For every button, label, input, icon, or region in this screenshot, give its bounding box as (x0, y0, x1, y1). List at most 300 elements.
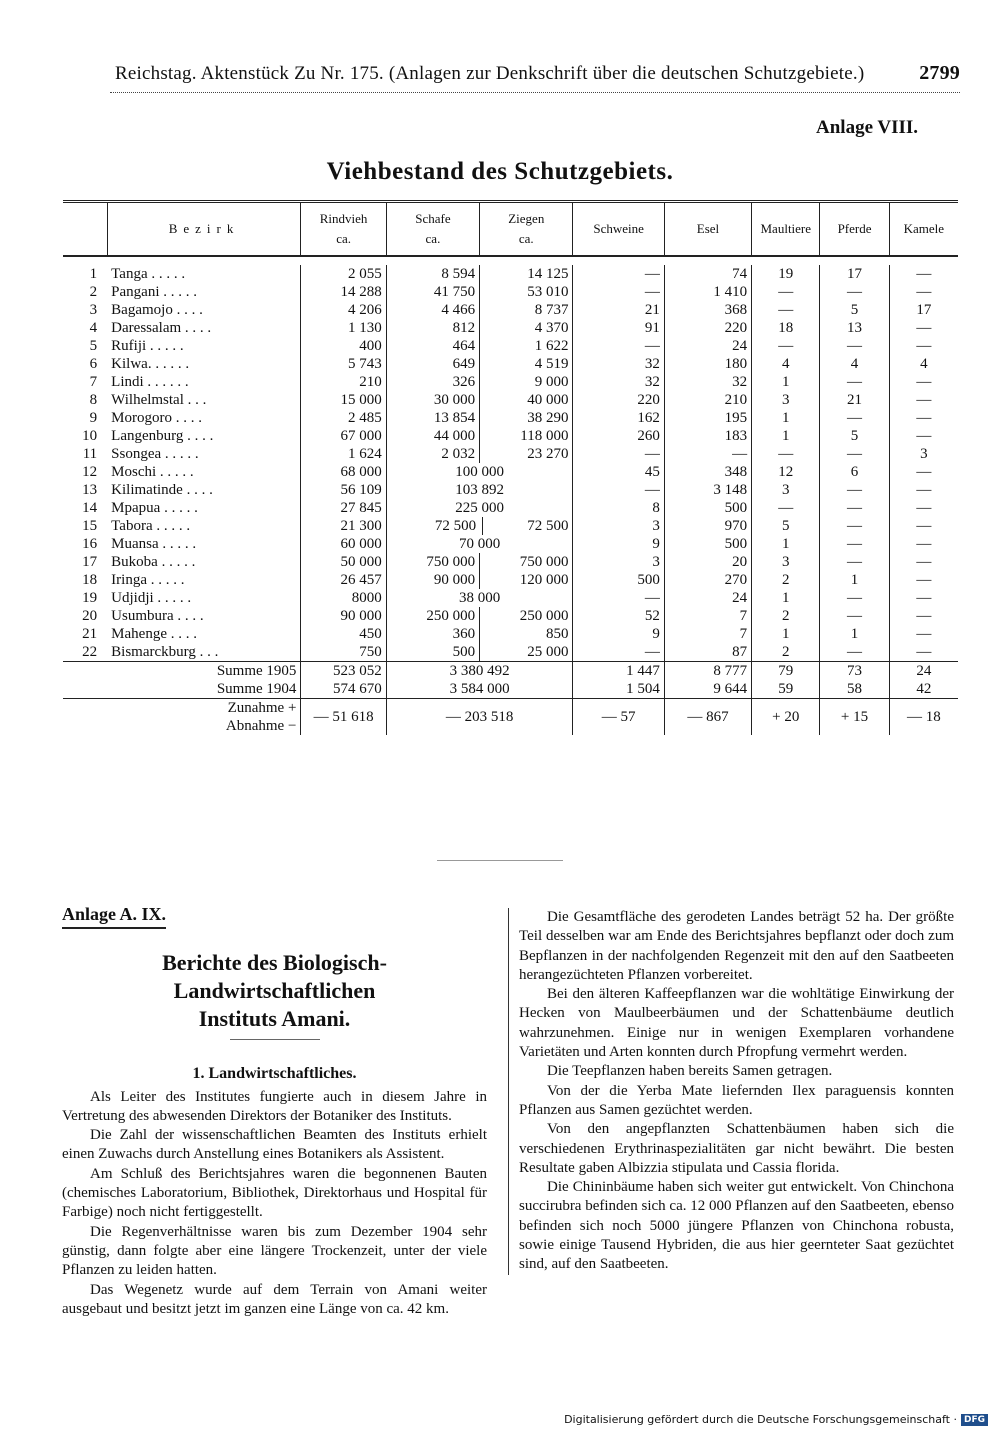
cell-bezirk: Morogoro . . . . (111, 410, 202, 426)
cell-schafe: 2 032 (386, 445, 479, 463)
cell-pferde: 1 (820, 625, 889, 643)
cell-maultiere: 1 (752, 373, 820, 391)
cell-rindvieh: 1 624 (301, 445, 386, 463)
cell-bezirk: Bismarckburg . . . (111, 644, 219, 660)
cell-esel: 970 (664, 517, 751, 535)
cell-esel: 210 (664, 391, 751, 409)
cell-maultiere: 3 (752, 553, 820, 571)
cell-schafe: 326 (386, 373, 479, 391)
cell-pferde: + 15 (820, 699, 889, 736)
cell-schafe: 30 000 (386, 391, 479, 409)
cell-schweine: 21 (573, 301, 664, 319)
difference-row (63, 699, 958, 736)
cell-no: 1 (89, 266, 98, 282)
table-row (63, 589, 958, 607)
cell-maultiere: 2 (752, 643, 820, 662)
table-row (63, 283, 958, 301)
cell-pferde: 1 (820, 571, 889, 589)
paragraph: Von den angepflanzten Schattenbäumen haben sich die verschiedenen Erythrinaspezialitäten gar nicht bewährt. Die besten Resultate gaben Albizzia stipulata und Cassia florida. (519, 1121, 954, 1176)
cell-maultiere: 18 (752, 319, 820, 337)
cell-pferde: — (820, 553, 889, 571)
cell-kamele: — (889, 625, 958, 643)
cell-schweine: 32 (573, 355, 664, 373)
cell-kamele: — (889, 517, 958, 535)
cell-maultiere: 59 (752, 680, 820, 699)
cell-kamele: — (889, 553, 958, 571)
cell-schafe-ziegen: 100 000 (386, 463, 573, 481)
cell-no: 6 (89, 356, 98, 372)
cell-no (63, 699, 107, 736)
table-row (63, 571, 958, 589)
running-title: Reichstag. Aktenstück Zu Nr. 175. (Anlagen zur Denkschrift über die deutschen Schutzgebiete.) (115, 63, 865, 84)
cell-no: 8 (89, 392, 98, 408)
cell-rindvieh: 67 000 (301, 427, 386, 445)
cell-schweine: 8 (573, 499, 664, 517)
cell-no: 10 (82, 428, 98, 444)
table-row (63, 337, 958, 355)
sum-label: Summe 1904 (216, 681, 297, 697)
cell-rindvieh: 15 000 (301, 391, 386, 409)
cell-kamele: — (889, 373, 958, 391)
table-row (63, 265, 958, 283)
cell-rindvieh: 27 845 (301, 499, 386, 517)
cell-esel: 8 777 (664, 662, 751, 681)
cell-ziegen: 40 000 (480, 391, 573, 409)
cell-rindvieh: — 51 618 (301, 699, 386, 736)
paragraph: Die Teepflanzen haben bereits Samen getragen. (547, 1063, 833, 1080)
cell-esel: 270 (664, 571, 751, 589)
table-title: Viehbestand des Schutzgebiets. (326, 158, 674, 185)
cell-kamele: — (889, 499, 958, 517)
cell-ziegen: 8 737 (480, 301, 573, 319)
cell-schafe: 90 000 (386, 571, 479, 589)
cell-schafe: 8 594 (386, 265, 479, 283)
cell-rindvieh: 5 743 (301, 355, 386, 373)
col-esel-header: Esel (664, 202, 751, 257)
page-number: 2799 (919, 62, 960, 84)
cell-bezirk: Lindi . . . . . . (111, 374, 189, 390)
cell-esel: 1 410 (664, 283, 751, 301)
cell-kamele: — (889, 319, 958, 337)
cell-rindvieh: 21 300 (301, 517, 386, 535)
paragraph: Die Chininbäume haben sich weiter gut entwickelt. Von Chinchona succirubra befinden sich ca. 12 000 Pflanzen auf den Saatbeeten, ebenso befinden sich noch 5000 jüngere Pflanzen von Chinchona robusta, sowie einige Tausend Hybriden, die aus hier geernteter Saat gezüchtet sind, auf den Saatbeeten. (519, 1179, 954, 1273)
cell-schweine: 500 (573, 571, 664, 589)
cell-schafe: 41 750 (386, 283, 479, 301)
cell-bezirk: Moschi . . . . . (111, 464, 194, 480)
table-row (63, 517, 958, 535)
cell-schweine: — (573, 337, 664, 355)
cell-schweine: — (573, 481, 664, 499)
cell-kamele: — (889, 607, 958, 625)
cell-kamele: — (889, 391, 958, 409)
cell-pferde: 13 (820, 319, 889, 337)
paragraph: Am Schluß des Berichtsjahres waren die begonnenen Bauten (chemisches Laboratorium, Bibliothek, Direktorhaus und Hospital für Farbige) noch nicht fertiggestellt. (62, 1165, 487, 1221)
cell-schafe-ziegen: — 203 518 (386, 699, 573, 736)
cell-esel: 74 (664, 265, 751, 283)
cell-rindvieh: 14 288 (301, 283, 386, 301)
table-row (63, 373, 958, 391)
cell-kamele: — (889, 463, 958, 481)
cell-kamele: — (889, 409, 958, 427)
cell-maultiere: 2 (752, 571, 820, 589)
cell-bezirk: Mahenge . . . . (111, 626, 197, 642)
cell-maultiere: 12 (752, 463, 820, 481)
cell-esel: 9 644 (664, 680, 751, 699)
cell-ziegen: 53 010 (480, 283, 573, 301)
paragraph: Die Regenverhältnisse waren bis zum Dezember 1904 sehr günstig, dann folgte aber eine längere Trockenzeit, unter der viele Pflanzen zu leiden hatten. (62, 1223, 487, 1279)
cell-esel: 24 (664, 589, 751, 607)
difference-label: Zunahme + Abnahme − (107, 699, 301, 736)
report-title: Berichte des Biologisch-Landwirtschaftlichen Instituts Amani. (62, 949, 487, 1040)
cell-rindvieh: 90 000 (301, 607, 386, 625)
cell-pferde: 5 (820, 427, 889, 445)
cell-rindvieh: 2 055 (301, 265, 386, 283)
cell-schafe: 464 (386, 337, 479, 355)
cell-bezirk: Bagamojo . . . . (111, 302, 203, 318)
cell-esel: 3 148 (664, 481, 751, 499)
cell-bezirk: Pangani . . . . . (111, 284, 197, 300)
cell-rindvieh: 26 457 (301, 571, 386, 589)
cell-no: 11 (82, 446, 98, 462)
cell-esel: 183 (664, 427, 751, 445)
cell-no: 12 (82, 464, 98, 480)
cell-ziegen: 25 000 (480, 643, 573, 662)
col-bezirk-header: Bezirk (107, 202, 301, 257)
cell-kamele: — (889, 481, 958, 499)
cell-rindvieh: 8000 (301, 589, 386, 607)
cell-maultiere: 3 (752, 391, 820, 409)
cell-schafe-ziegen: 3 584 000 (386, 680, 573, 699)
table-row (63, 481, 958, 499)
cell-rindvieh: 450 (301, 625, 386, 643)
cell-pferde: — (820, 643, 889, 662)
cell-rindvieh: 523 052 (301, 662, 386, 681)
cell-pferde: 58 (820, 680, 889, 699)
cell-kamele: — (889, 265, 958, 283)
cell-maultiere: 19 (752, 265, 820, 283)
cell-kamele: — 18 (889, 699, 958, 736)
cell-pferde: — (820, 481, 889, 499)
cell-maultiere: — (752, 499, 820, 517)
cell-ziegen: 850 (480, 625, 573, 643)
cell-maultiere: 79 (752, 662, 820, 681)
cell-pferde: — (820, 607, 889, 625)
cell-schweine: — (573, 265, 664, 283)
cell-bezirk: Tanga . . . . . (111, 266, 186, 282)
cell-schafe-ziegen: 3 380 492 (386, 662, 573, 681)
cell-no: 20 (82, 608, 98, 624)
cell-rindvieh: 4 206 (301, 301, 386, 319)
footer-text: Digitalisierung gefördert durch die Deutsche Forschungsgemeinschaft · (564, 1413, 957, 1426)
cell-schweine: 52 (573, 607, 664, 625)
table-row (63, 427, 958, 445)
table-row (63, 535, 958, 553)
table-row (63, 301, 958, 319)
cell-schweine: 91 (573, 319, 664, 337)
table-header-row (63, 202, 958, 257)
cell-pferde: 17 (820, 265, 889, 283)
cell-schafe: 360 (386, 625, 479, 643)
cell-maultiere: 4 (752, 355, 820, 373)
col-kamele-header: Kamele (889, 202, 958, 257)
cell-schweine: 45 (573, 463, 664, 481)
col-maultiere-header: Maultiere (752, 202, 820, 257)
table-row (63, 625, 958, 643)
paragraph: Als Leiter des Institutes fungierte auch in diesem Jahre in Vertretung des abwesenden Direktors der Botaniker des Instituts. (62, 1088, 487, 1124)
cell-bezirk: Tabora . . . . . (111, 518, 191, 534)
cell-no: 15 (82, 518, 98, 534)
cell-bezirk: Daressalam . . . . (111, 320, 212, 336)
cell-schafe: 13 854 (386, 409, 479, 427)
cell-schafe: 500 (386, 643, 479, 662)
paragraph: Von der die Yerba Mate liefernden Ilex paraguensis konnten Pflanzen aus Samen gezüchtet werden. (519, 1082, 954, 1118)
cell-kamele: — (889, 535, 958, 553)
cell-esel: 87 (664, 643, 751, 662)
cell-no: 16 (82, 536, 98, 552)
cell-maultiere: — (752, 283, 820, 301)
cell-schafe: 4 466 (386, 301, 479, 319)
cell-kamele: 4 (889, 355, 958, 373)
cell-rindvieh: 60 000 (301, 535, 386, 553)
cell-kamele: 17 (889, 301, 958, 319)
cell-ziegen: 14 125 (480, 265, 573, 283)
cell-kamele: 24 (889, 662, 958, 681)
cell-no: 9 (89, 410, 98, 426)
cell-maultiere: 3 (752, 481, 820, 499)
cell-bezirk: Udjidji . . . . . (111, 590, 192, 606)
cell-kamele: 3 (889, 445, 958, 463)
cell-schweine: — (573, 445, 664, 463)
cell-maultiere: — (752, 337, 820, 355)
cell-schafe: 649 (386, 355, 479, 373)
cell-esel: 195 (664, 409, 751, 427)
left-column (62, 905, 487, 1319)
cell-schafe: 750 000 (386, 553, 479, 571)
cell-no: 13 (82, 482, 98, 498)
cell-rindvieh: 750 (301, 643, 386, 662)
table-row (63, 553, 958, 571)
sum-row (63, 662, 958, 681)
cell-pferde: — (820, 373, 889, 391)
cell-ziegen: 1 622 (480, 337, 573, 355)
cell-bezirk: Usumbura . . . . (111, 608, 204, 624)
dfg-logo: DFG (961, 1414, 988, 1426)
cell-rindvieh: 210 (301, 373, 386, 391)
cell-schweine: 32 (573, 373, 664, 391)
cell-ziegen: 9 000 (480, 373, 573, 391)
cell-bezirk: Iringa . . . . . (111, 572, 185, 588)
cell-schweine: 162 (573, 409, 664, 427)
cell-schafe-ziegen: 103 892 (386, 481, 573, 499)
cell-maul: + 20 (752, 699, 820, 736)
cell-ziegen: 120 000 (480, 571, 573, 589)
cell-schafe: 812 (386, 319, 479, 337)
col-schweine-header: Schweine (573, 202, 664, 257)
table-row (63, 391, 958, 409)
cell-pferde: 73 (820, 662, 889, 681)
cell-esel: 500 (664, 535, 751, 553)
table-row (63, 499, 958, 517)
cell-bezirk: Mpapua . . . . . (111, 500, 198, 516)
cell-schafe: 44 000 (386, 427, 479, 445)
cell-pferde: — (820, 409, 889, 427)
col-schafe-header: Schafe ca. (386, 202, 479, 257)
cell-kamele: — (889, 427, 958, 445)
cell-schweine: 9 (573, 625, 664, 643)
table-row (63, 355, 958, 373)
cell-esel: 7 (664, 625, 751, 643)
annex-label: Anlage VIII. (816, 117, 919, 138)
cell-schafe-ziegen-split (386, 517, 573, 535)
col-pferde-header: Pferde (820, 202, 889, 257)
cell-kamele: — (889, 643, 958, 662)
cell-rindvieh: 56 109 (301, 481, 386, 499)
cell-schafe: 72 500 (391, 517, 483, 535)
cell-rindvieh: 50 000 (301, 553, 386, 571)
cell-schafe-ziegen: 70 000 (386, 535, 573, 553)
table-row (63, 445, 958, 463)
col-rindvieh-header: Rindvieh ca. (301, 202, 386, 257)
cell-pferde: 6 (820, 463, 889, 481)
cell-bezirk: Bukoba . . . . . (111, 554, 196, 570)
cell-maultiere: 1 (752, 625, 820, 643)
cell-pferde: — (820, 445, 889, 463)
cell-schweine: 3 (573, 553, 664, 571)
cell-no: 4 (89, 320, 98, 336)
annex-ix-label: Anlage A. IX. (62, 905, 166, 929)
col-no-header (63, 202, 107, 257)
paragraph: Das Wegenetz wurde auf dem Terrain von Amani weiter ausgebaut und besitzt jetzt im ganzen eine Länge von ca. 42 km. (62, 1281, 487, 1317)
running-header (115, 62, 960, 85)
cell-kamele: — (889, 337, 958, 355)
cell-maultiere: 1 (752, 535, 820, 553)
livestock-table (63, 200, 958, 735)
cell-maultiere: 1 (752, 589, 820, 607)
cell-esel: 500 (664, 499, 751, 517)
cell-rindvieh: 400 (301, 337, 386, 355)
cell-no: 19 (82, 590, 98, 606)
cell-maultiere: 1 (752, 427, 820, 445)
cell-esel: — 867 (664, 699, 751, 736)
cell-esel: 7 (664, 607, 751, 625)
table-row (63, 319, 958, 337)
cell-bezirk: Muansa . . . . . (111, 536, 197, 552)
cell-maultiere: 5 (752, 517, 820, 535)
cell-ziegen: 4 370 (480, 319, 573, 337)
cell-ziegen: 4 519 (480, 355, 573, 373)
col-ziegen-header: Ziegen ca. (480, 202, 573, 257)
cell-esel: 20 (664, 553, 751, 571)
cell-no: 18 (82, 572, 98, 588)
cell-schafe-ziegen: 38 000 (386, 589, 573, 607)
cell-pferde: — (820, 589, 889, 607)
table-row (63, 643, 958, 662)
sum-row (63, 680, 958, 699)
header-rule (110, 92, 960, 93)
cell-kamele: — (889, 589, 958, 607)
right-column (508, 908, 954, 1275)
cell-schweine: — (573, 283, 664, 301)
cell-schweine: 1 447 (573, 662, 664, 681)
cell-schweine: 9 (573, 535, 664, 553)
cell-pferde: — (820, 337, 889, 355)
cell-schweine: — 57 (573, 699, 664, 736)
cell-no: 21 (82, 626, 98, 642)
digitization-footer (564, 1413, 988, 1426)
cell-rindvieh: 2 485 (301, 409, 386, 427)
cell-ziegen: 23 270 (480, 445, 573, 463)
table-row (63, 409, 958, 427)
cell-schweine: — (573, 643, 664, 662)
cell-kamele: — (889, 571, 958, 589)
table-row (63, 463, 958, 481)
paragraph: Bei den älteren Kaffeepflanzen war die wohltätige Einwirkung der Hecken von Maulbeerbäumen und der Schattenbäume deutlich wahrzunehmen. Einige nur in wenigen Exemplaren vorhandene Varietäten und Arten konnten durch Pfropfung vermehrt werden. (519, 986, 954, 1061)
paragraph: Die Zahl der wissenschaftlichen Beamten des Instituts erhielt einen Zuwachs durch Anstellung eines Botanikers als Assistent. (62, 1127, 487, 1163)
cell-no: 3 (89, 302, 98, 318)
cell-kamele: — (889, 283, 958, 301)
cell-bezirk: Ssongea . . . . . (111, 446, 199, 462)
table-body (63, 256, 958, 735)
cell-maultiere: 2 (752, 607, 820, 625)
cell-bezirk: Langenburg . . . . (111, 428, 214, 444)
cell-no: 2 (89, 284, 98, 300)
section-heading: 1. Landwirtschaftliches. (192, 1065, 357, 1083)
paragraph: Die Gesamtfläche des gerodeten Landes beträgt 52 ha. Der größte Teil desselben war am Ende des Berichtsjahres bepflanzt oder doch zum Bepflanzen in der nachfolgenden Regenzeit mit den auf den Saatbeeten herangezüchteten Pflanzen vorbereitet. (519, 909, 954, 983)
cell-esel: 348 (664, 463, 751, 481)
cell-ziegen: 250 000 (480, 607, 573, 625)
cell-ziegen: 38 290 (480, 409, 573, 427)
section-divider (437, 860, 563, 861)
cell-rindvieh: 1 130 (301, 319, 386, 337)
cell-schweine: 1 504 (573, 680, 664, 699)
cell-schweine: 260 (573, 427, 664, 445)
table-row (63, 607, 958, 625)
cell-pferde: — (820, 499, 889, 517)
cell-no: 5 (89, 338, 98, 354)
sum-label: Summe 1905 (107, 662, 301, 681)
cell-esel: 32 (664, 373, 751, 391)
cell-pferde: 21 (820, 391, 889, 409)
cell-pferde: 5 (820, 301, 889, 319)
cell-ziegen: 118 000 (480, 427, 573, 445)
cell-pferde: 4 (820, 355, 889, 373)
cell-no: 7 (89, 374, 98, 390)
cell-schweine: 3 (573, 517, 664, 535)
cell-bezirk: Kilwa. . . . . . (111, 356, 190, 372)
cell-pferde: — (820, 535, 889, 553)
cell-bezirk: Rufiji . . . . . (111, 338, 184, 354)
cell-bezirk: Wilhelmstal . . . (111, 392, 207, 408)
cell-maultiere: — (752, 301, 820, 319)
cell-esel: 220 (664, 319, 751, 337)
cell-schafe: 250 000 (386, 607, 479, 625)
cell-esel: 180 (664, 355, 751, 373)
cell-no: 22 (82, 644, 98, 660)
cell-rindvieh: 574 670 (301, 680, 386, 699)
cell-no: 14 (82, 500, 98, 516)
cell-no: 17 (82, 554, 98, 570)
cell-no (63, 680, 107, 699)
cell-maultiere: — (752, 445, 820, 463)
cell-esel: — (664, 445, 751, 463)
cell-kamele: 42 (889, 680, 958, 699)
cell-no (63, 662, 107, 681)
cell-ziegen: 750 000 (480, 553, 573, 571)
cell-esel: 24 (664, 337, 751, 355)
cell-bezirk: Kilimatinde . . . . (111, 482, 213, 498)
cell-pferde: — (820, 517, 889, 535)
cell-ziegen: 72 500 (527, 518, 569, 534)
